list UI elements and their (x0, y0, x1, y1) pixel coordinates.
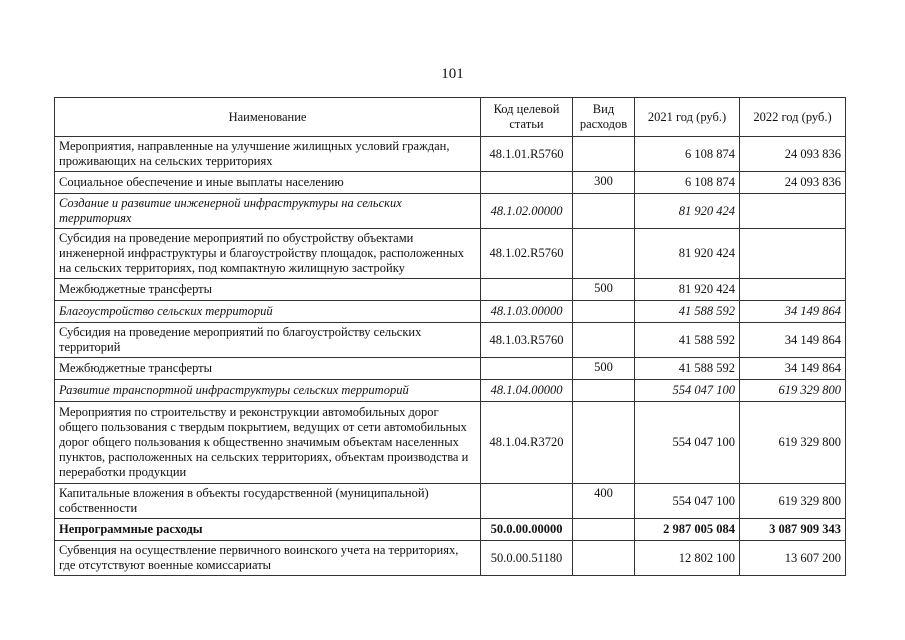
cell-name: Субсидия на проведение мероприятий по обустройству объектами инженерной инфраструктуры и благоустройству площадок, расположенных на сельских территориях, под компактную жилищную застройку (55, 229, 481, 279)
page-number: 101 (441, 66, 464, 82)
cell-code: 48.1.02.00000 (481, 194, 573, 229)
table-header-row (55, 98, 846, 137)
table-row (55, 484, 846, 519)
table-row (55, 279, 846, 301)
cell-2022: 619 329 800 (740, 380, 846, 402)
cell-2022: 34 149 864 (740, 301, 846, 323)
cell-name: Мероприятия по строительству и реконструкции автомобильных дорог общего пользования с твердым покрытием, ведущих от сети автомобильных дорог общего пользования к общественно значимым объектам населенных пунктов, расположенных на сельских территориях, объектам производства и переработки продукции (55, 402, 481, 484)
cell-code (481, 279, 573, 301)
cell-name: Развитие транспортной инфраструктуры сельских территорий (55, 380, 481, 402)
cell-2021: 12 802 100 (635, 541, 740, 576)
cell-name: Межбюджетные трансферты (55, 279, 481, 301)
table-row (55, 229, 846, 279)
cell-2022: 3 087 909 343 (740, 519, 846, 541)
table-row (55, 301, 846, 323)
table-row (55, 323, 846, 358)
cell-2021: 554 047 100 (635, 484, 740, 519)
cell-2022: 619 329 800 (740, 402, 846, 484)
cell-code: 48.1.03.R5760 (481, 323, 573, 358)
cell-kind: 500 (573, 358, 635, 380)
cell-name: Субсидия на проведение мероприятий по благоустройству сельских территорий (55, 323, 481, 358)
cell-name: Субвенция на осуществление первичного воинского учета на территориях, где отсутствуют военные комиссариаты (55, 541, 481, 576)
cell-2021: 81 920 424 (635, 229, 740, 279)
cell-kind (573, 380, 635, 402)
cell-2022: 13 607 200 (740, 541, 846, 576)
cell-kind: 500 (573, 279, 635, 301)
table-row (55, 541, 846, 576)
cell-2021: 41 588 592 (635, 358, 740, 380)
cell-name: Благоустройство сельских территорий (55, 301, 481, 323)
cell-kind: 400 (573, 484, 635, 519)
cell-2022 (740, 279, 846, 301)
cell-2021: 81 920 424 (635, 194, 740, 229)
cell-kind (573, 301, 635, 323)
cell-kind (573, 137, 635, 172)
cell-2022 (740, 229, 846, 279)
cell-2021: 6 108 874 (635, 172, 740, 194)
cell-code (481, 172, 573, 194)
header-2022: 2022 год (руб.) (740, 98, 846, 137)
cell-kind (573, 541, 635, 576)
cell-2021: 2 987 005 084 (635, 519, 740, 541)
cell-code: 48.1.04.R3720 (481, 402, 573, 484)
cell-kind (573, 229, 635, 279)
cell-2021: 554 047 100 (635, 402, 740, 484)
cell-code: 48.1.01.R5760 (481, 137, 573, 172)
cell-name: Создание и развитие инженерной инфраструктуры на сельских территориях (55, 194, 481, 229)
table-row (55, 358, 846, 380)
cell-kind (573, 402, 635, 484)
table-body (55, 137, 846, 576)
cell-code (481, 358, 573, 380)
cell-2021: 554 047 100 (635, 380, 740, 402)
cell-2021: 6 108 874 (635, 137, 740, 172)
cell-2021: 41 588 592 (635, 323, 740, 358)
table-row (55, 172, 846, 194)
table-row (55, 380, 846, 402)
table-row (55, 194, 846, 229)
cell-2022: 24 093 836 (740, 172, 846, 194)
table-row (55, 402, 846, 484)
cell-code: 50.0.00.51180 (481, 541, 573, 576)
cell-name: Мероприятия, направленные на улучшение жилищных условий граждан, проживающих на сельских территориях (55, 137, 481, 172)
cell-name: Межбюджетные трансферты (55, 358, 481, 380)
cell-2022 (740, 194, 846, 229)
header-name: Наименование (55, 98, 481, 137)
cell-2022: 24 093 836 (740, 137, 846, 172)
table-row (55, 519, 846, 541)
cell-2021: 81 920 424 (635, 279, 740, 301)
cell-name: Социальное обеспечение и иные выплаты населению (55, 172, 481, 194)
cell-kind (573, 519, 635, 541)
cell-code: 48.1.02.R5760 (481, 229, 573, 279)
cell-2021: 41 588 592 (635, 301, 740, 323)
cell-2022: 34 149 864 (740, 323, 846, 358)
header-2021: 2021 год (руб.) (635, 98, 740, 137)
cell-code: 50.0.00.00000 (481, 519, 573, 541)
budget-table (54, 97, 846, 576)
cell-name: Непрограммные расходы (55, 519, 481, 541)
cell-name: Капитальные вложения в объекты государственной (муниципальной) собственности (55, 484, 481, 519)
cell-code (481, 484, 573, 519)
cell-kind (573, 323, 635, 358)
cell-2022: 34 149 864 (740, 358, 846, 380)
cell-kind: 300 (573, 172, 635, 194)
cell-code: 48.1.04.00000 (481, 380, 573, 402)
cell-2022: 619 329 800 (740, 484, 846, 519)
header-kind: Вид расходов (573, 98, 635, 137)
table-row (55, 137, 846, 172)
header-code: Код целевой статьи (481, 98, 573, 137)
cell-kind (573, 194, 635, 229)
cell-code: 48.1.03.00000 (481, 301, 573, 323)
